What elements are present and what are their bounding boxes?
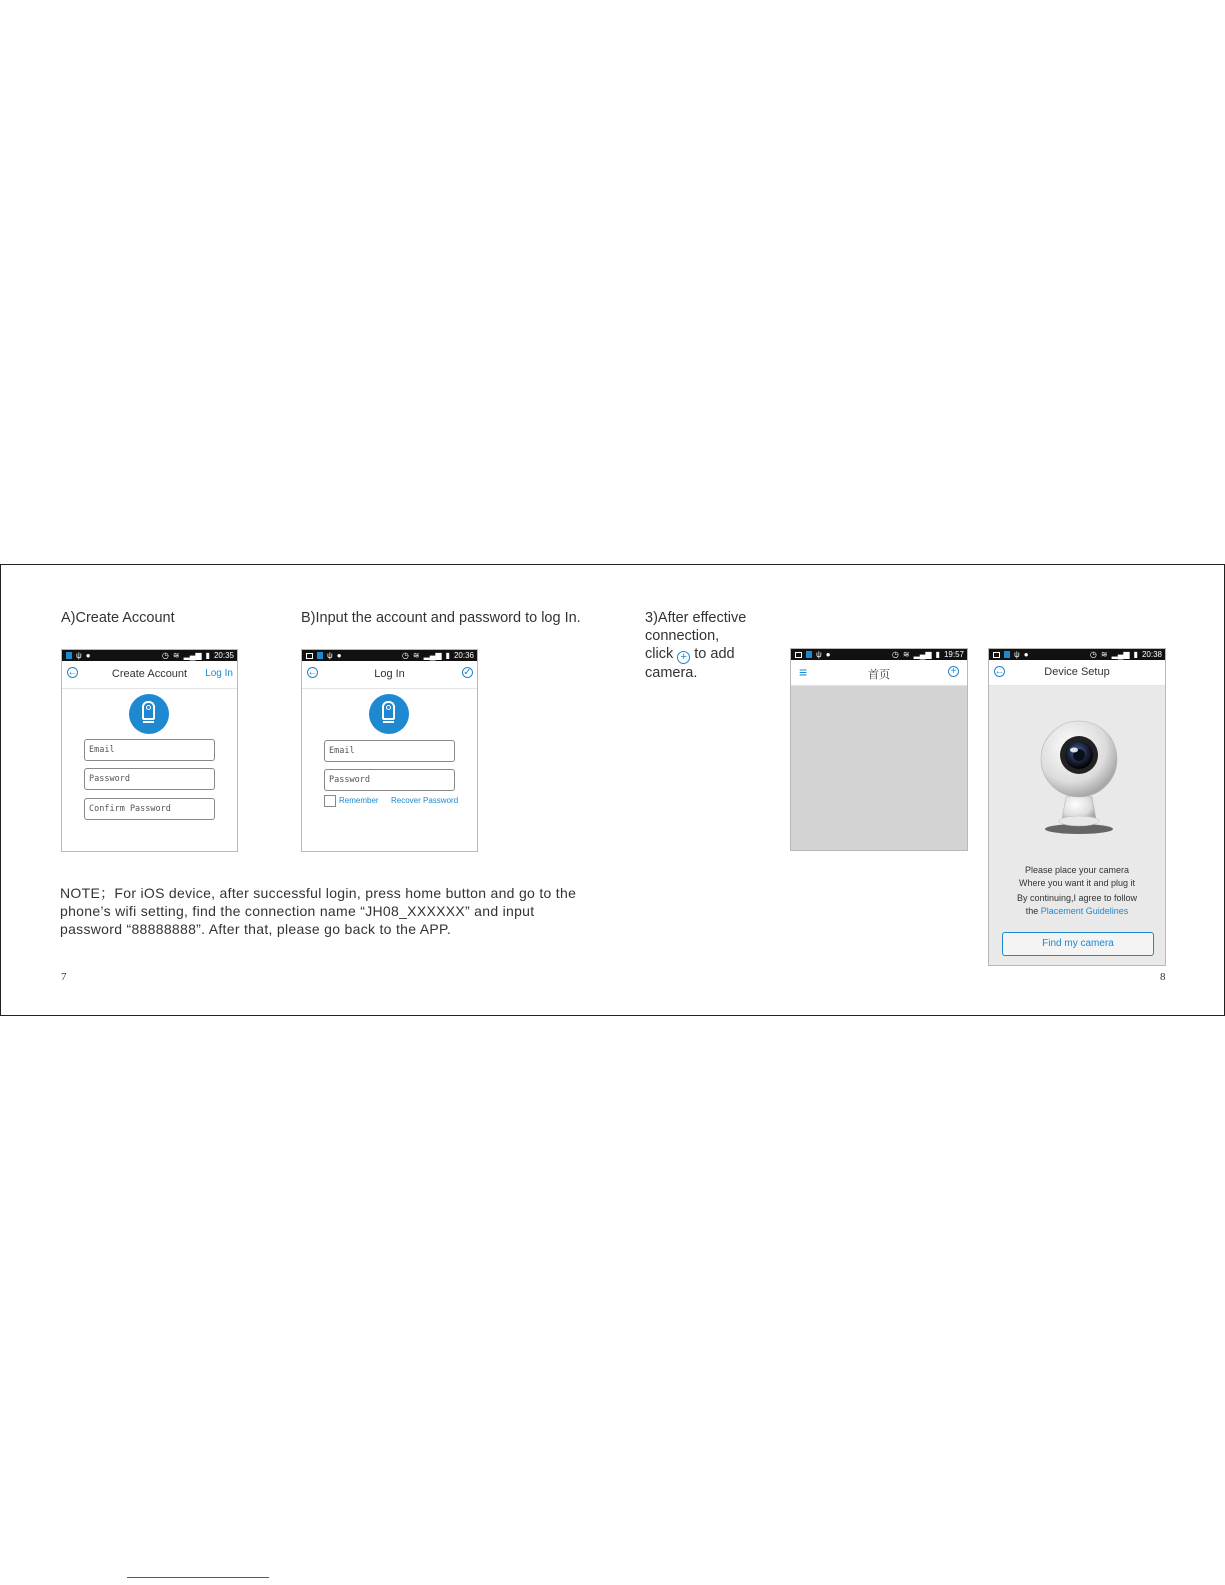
page-title: Log In bbox=[374, 668, 405, 680]
status-bar bbox=[989, 649, 1165, 660]
instruction-line-3: By continuing,I agree to follow bbox=[1016, 893, 1138, 903]
screen-login bbox=[301, 649, 478, 852]
chat-icon: ● bbox=[336, 651, 342, 660]
menu-icon[interactable]: ≡ bbox=[799, 664, 808, 680]
app-header bbox=[791, 660, 967, 686]
page-number-left: 7 bbox=[61, 971, 67, 983]
screen-device-setup bbox=[988, 648, 1166, 966]
password-input[interactable]: Password bbox=[324, 769, 455, 791]
back-arrow-icon: ← bbox=[67, 666, 78, 678]
heading-add-camera-line3: click + to add bbox=[645, 646, 735, 663]
status-time: 20:36 bbox=[453, 651, 474, 660]
footer-rule bbox=[127, 1577, 269, 1578]
screen-home bbox=[790, 648, 968, 851]
camera-logo-icon bbox=[369, 694, 409, 734]
battery-icon: ▮ bbox=[205, 651, 210, 660]
battery-icon: ▮ bbox=[1133, 650, 1138, 659]
chat-icon: ● bbox=[825, 650, 831, 659]
status-bar bbox=[62, 650, 237, 661]
signal-icon: ▂▄▆ bbox=[423, 651, 442, 660]
wifi-icon: ≋ bbox=[412, 651, 420, 660]
heading-add-camera-line2: connection, bbox=[645, 628, 720, 644]
back-arrow-icon: ← bbox=[307, 666, 318, 678]
remember-label[interactable]: Remember bbox=[339, 796, 379, 805]
wifi-icon: ≋ bbox=[1100, 650, 1108, 659]
screen-create-account bbox=[61, 649, 238, 852]
wifi-icon: ≋ bbox=[902, 650, 910, 659]
image-icon bbox=[993, 652, 1000, 658]
notification-icon bbox=[317, 652, 323, 659]
usb-icon: ψ bbox=[1014, 650, 1020, 659]
page-title: Create Account bbox=[111, 668, 188, 680]
page-title: 首页 bbox=[868, 669, 890, 681]
app-header bbox=[989, 660, 1165, 686]
camera-logo-icon bbox=[129, 694, 169, 734]
camera-list-area bbox=[791, 686, 967, 851]
signal-icon: ▂▄▆ bbox=[1111, 650, 1130, 659]
add-icon: + bbox=[948, 666, 959, 677]
heading-add-camera bbox=[645, 609, 765, 682]
chat-icon: ● bbox=[85, 651, 91, 660]
recover-password-link[interactable]: Recover Password bbox=[391, 796, 459, 805]
heading-create-account: A)Create Account bbox=[61, 610, 175, 626]
instruction-line-4: the Placement Guidelines bbox=[1025, 906, 1129, 916]
page-title: Device Setup bbox=[1044, 666, 1110, 678]
heading-add-camera-line4: camera. bbox=[645, 665, 698, 681]
find-camera-button[interactable]: Find my camera bbox=[1002, 932, 1154, 956]
password-input[interactable]: Password bbox=[84, 768, 215, 790]
notification-icon bbox=[806, 651, 812, 658]
ios-note: NOTE；For iOS device, after successful login, press home button and go to the phone’s wifi setting, find the connection name “JH08_XXXXXX” and input password “88888888”. After that, please go back to the APP. bbox=[60, 885, 577, 937]
signal-icon: ▂▄▆ bbox=[183, 651, 202, 660]
usb-icon: ψ bbox=[816, 650, 822, 659]
instruction-line-1: Please place your camera bbox=[1024, 865, 1130, 875]
status-bar bbox=[791, 649, 967, 660]
heading-login: B)Input the account and password to log In. bbox=[301, 610, 581, 626]
usb-icon: ψ bbox=[327, 651, 333, 660]
confirm-button[interactable] bbox=[462, 667, 473, 678]
wifi-icon: ≋ bbox=[172, 651, 180, 660]
battery-icon: ▮ bbox=[935, 650, 940, 659]
setup-instructions bbox=[989, 864, 1165, 918]
webcam-illustration bbox=[1038, 719, 1120, 837]
placement-guidelines-link[interactable]: Placement Guidelines bbox=[1040, 906, 1129, 916]
chat-icon: ● bbox=[1023, 650, 1029, 659]
email-input[interactable]: Email bbox=[84, 739, 215, 761]
app-header bbox=[62, 661, 237, 689]
image-icon bbox=[795, 652, 802, 658]
signal-icon: ▂▄▆ bbox=[913, 650, 932, 659]
add-icon: + bbox=[677, 651, 690, 664]
email-input[interactable]: Email bbox=[324, 740, 455, 762]
alarm-icon: ◷ bbox=[401, 651, 409, 660]
notification-icon bbox=[1004, 651, 1010, 658]
image-icon bbox=[306, 653, 313, 659]
status-bar bbox=[302, 650, 477, 661]
app-header bbox=[302, 661, 477, 689]
heading-add-camera-line1: 3)After effective bbox=[645, 610, 747, 626]
alarm-icon: ◷ bbox=[161, 651, 169, 660]
notification-icon bbox=[66, 652, 72, 659]
battery-icon: ▮ bbox=[445, 651, 450, 660]
confirm-password-input[interactable]: Confirm Password bbox=[84, 798, 215, 820]
check-icon: ✓ bbox=[463, 666, 472, 678]
status-time: 19:57 bbox=[943, 650, 964, 659]
login-link[interactable]: Log In bbox=[205, 668, 233, 679]
back-arrow-icon: ← bbox=[994, 665, 1005, 677]
status-time: 20:38 bbox=[1141, 650, 1162, 659]
usb-icon: ψ bbox=[76, 651, 82, 660]
alarm-icon: ◷ bbox=[1089, 650, 1097, 659]
status-time: 20:35 bbox=[213, 651, 234, 660]
instruction-line-2: Where you want it and plug it bbox=[1018, 878, 1136, 888]
add-camera-button[interactable] bbox=[948, 666, 959, 677]
alarm-icon: ◷ bbox=[891, 650, 899, 659]
page-number-right: 8 bbox=[1160, 971, 1166, 983]
remember-checkbox[interactable] bbox=[324, 795, 336, 807]
